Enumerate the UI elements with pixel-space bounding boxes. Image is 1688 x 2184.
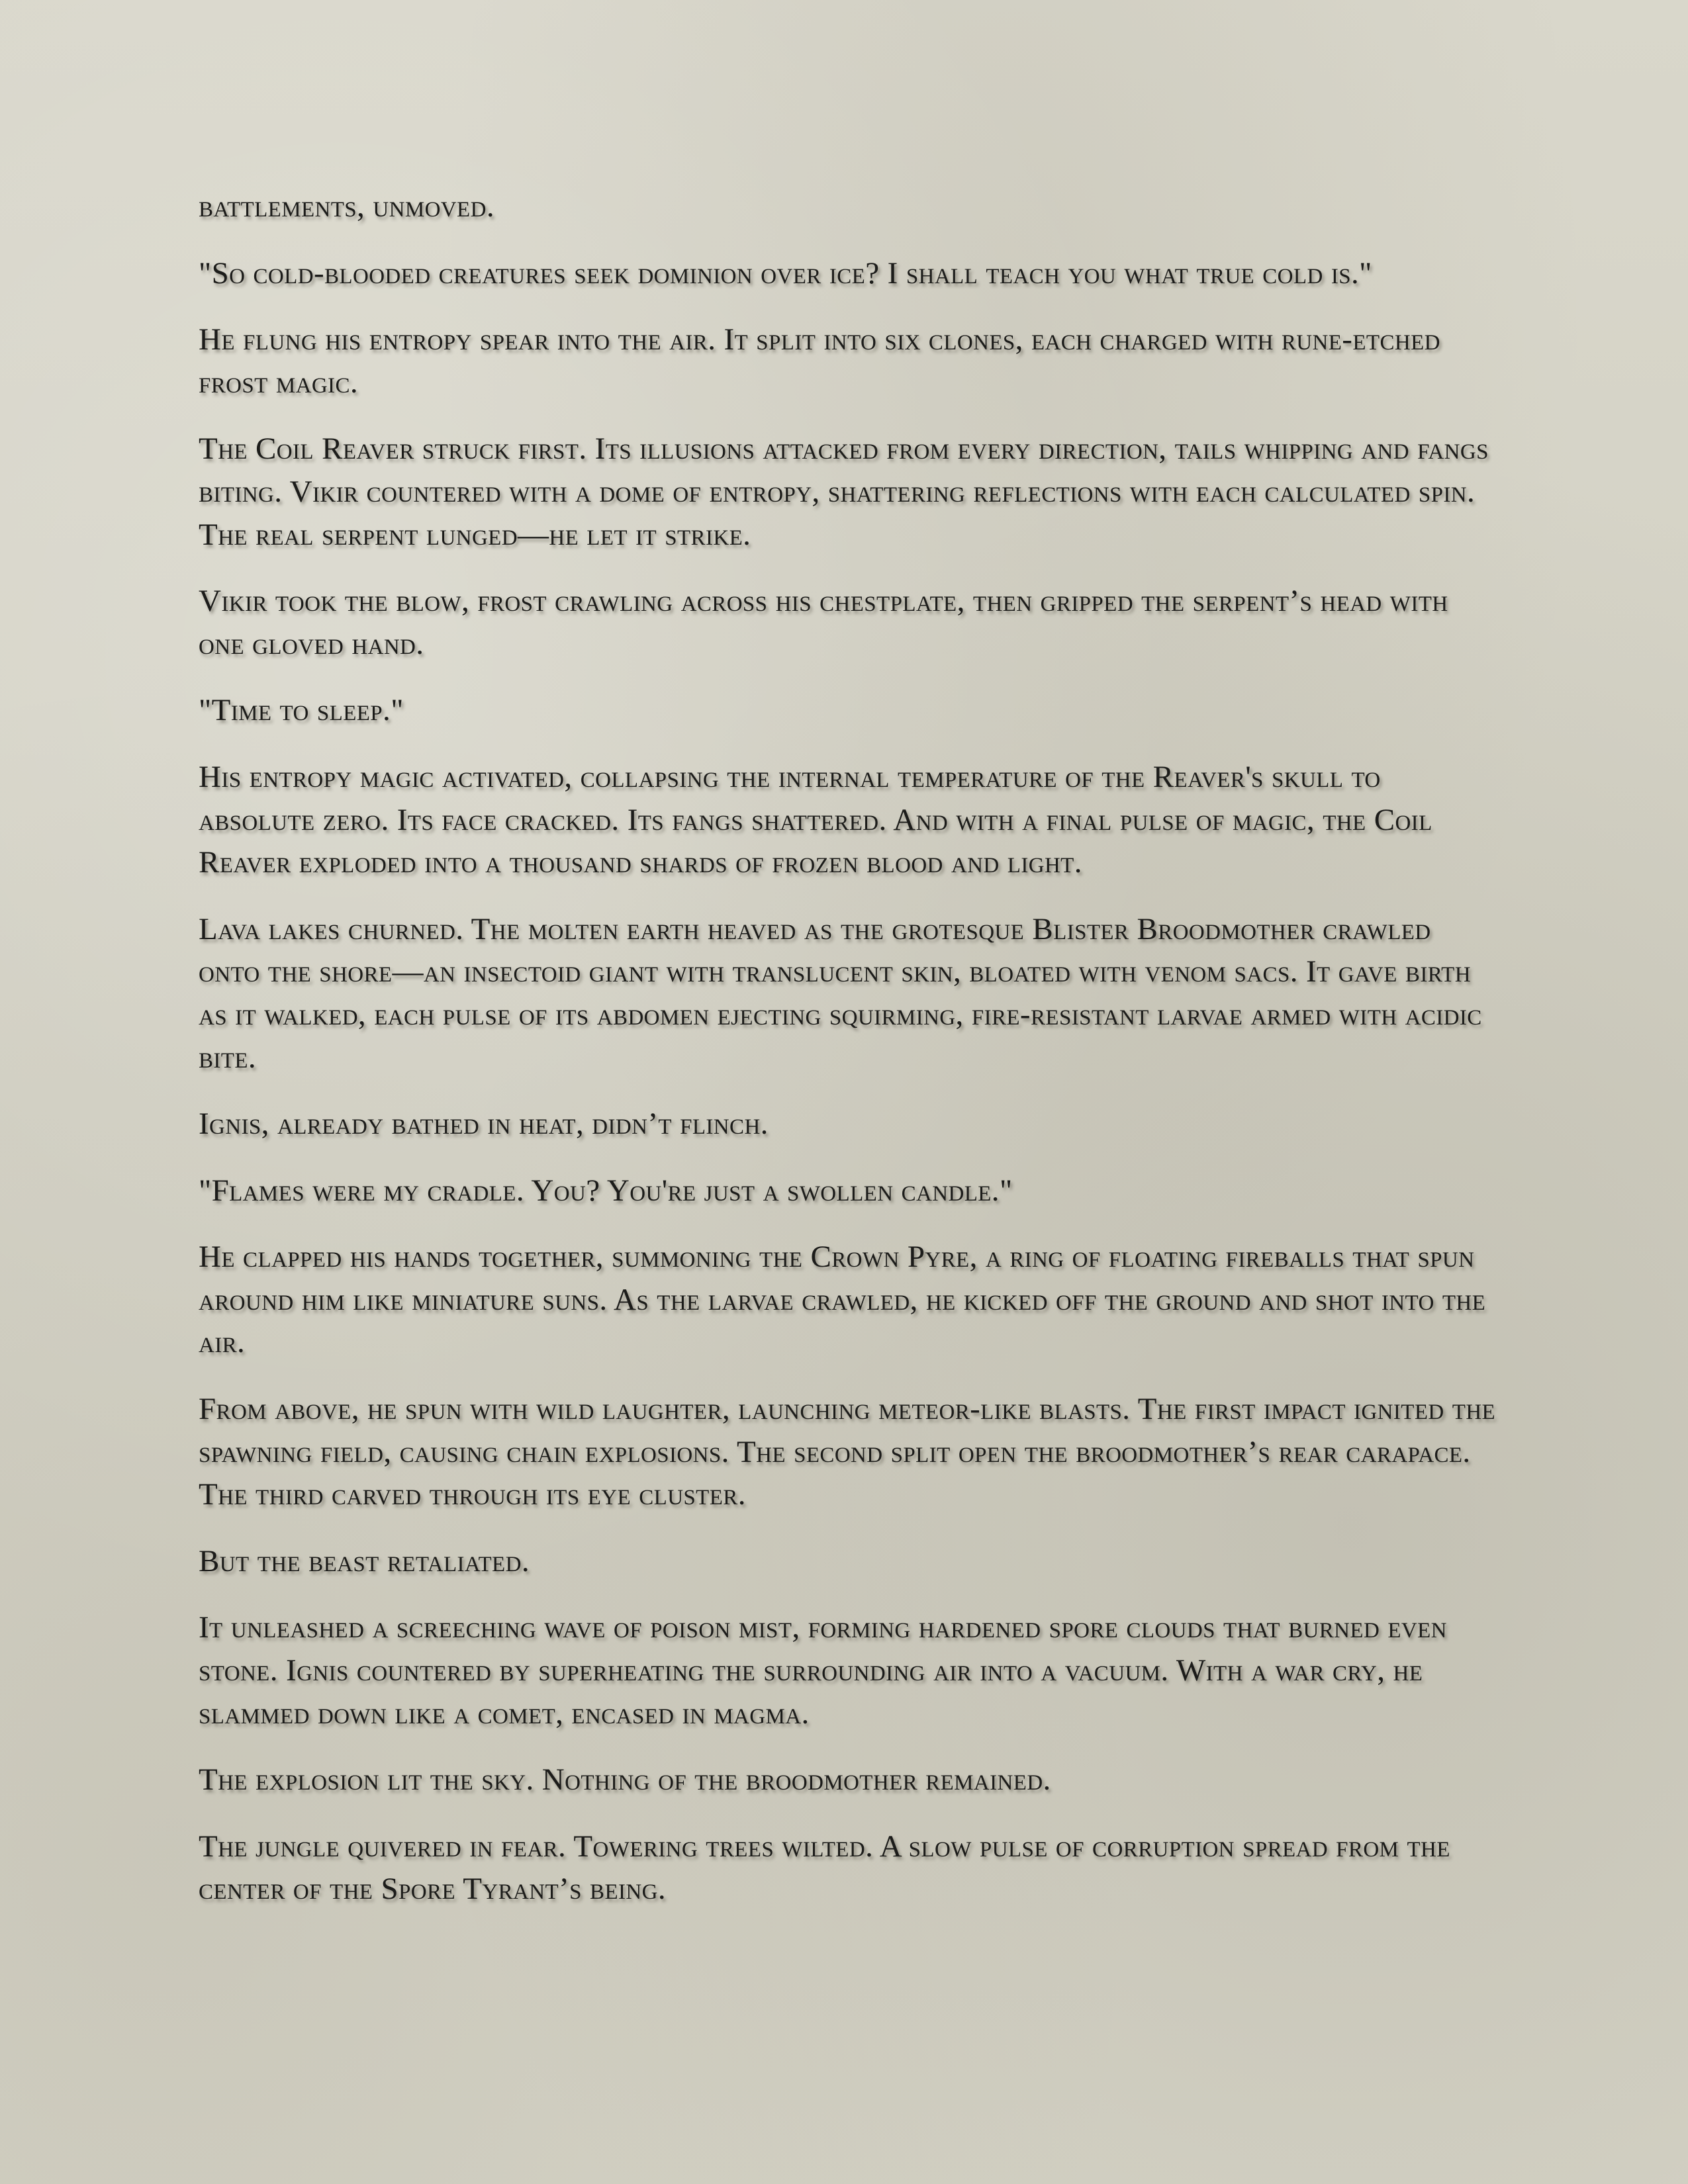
- document-page: [199, 185, 1496, 1934]
- paragraph: Ignis, already bathed in heat, didn’t flinch.: [199, 1107, 769, 1142]
- paragraph: "Flames were my cradle. You? You're just a swollen candle.": [199, 1173, 1013, 1208]
- paragraph: The Coil Reaver struck first. Its illusions attacked from every direction, tails whipping and fangs biting. Vikir countered with a dome of entropy, shattering reflections with each calculated spin. The real serpent lunged—he let it strike.: [199, 432, 1489, 552]
- paragraph: "Time to sleep.": [199, 693, 404, 728]
- paragraph: But the beast retaliated.: [199, 1543, 530, 1578]
- paragraph: Vikir took the blow, frost crawling across his chestplate, then gripped the serpent’s head with one gloved hand.: [199, 584, 1448, 661]
- paragraph: Lava lakes churned. The molten earth heaved as the grotesque Blister Broodmother crawled onto the shore—an insectoid giant with translucent skin, bloated with venom sacs. It gave birth as it walked, each pulse of its abdomen ejecting squirming, fire-resistant larvae armed with acidic bite.: [199, 911, 1482, 1075]
- paragraph: From above, he spun with wild laughter, launching meteor-like blasts. The first impact ignited the spawning field, causing chain explosions. The second split open the broodmother’s rear carapace. The third carved through its eye cluster.: [199, 1392, 1496, 1512]
- paragraph: The explosion lit the sky. Nothing of the broodmother remained.: [199, 1762, 1051, 1797]
- paragraph: battlements, unmoved.: [199, 189, 494, 224]
- paragraph: "So cold-blooded creatures seek dominion over ice? I shall teach you what true cold is.": [199, 255, 1372, 291]
- paragraph: The jungle quivered in fear. Towering trees wilted. A slow pulse of corruption spread from the center of the Spore Tyrant’s being.: [199, 1829, 1450, 1907]
- paragraph: His entropy magic activated, collapsing the internal temperature of the Reaver's skull to absolute zero. Its face cracked. Its fangs shattered. And with a final pulse of magic, the Coil Reaver exploded into a thousand shards of frozen blood and light.: [199, 759, 1432, 880]
- paragraph: He clapped his hands together, summoning the Crown Pyre, a ring of floating fireballs that spun around him like miniature suns. As the larvae crawled, he kicked off the ground and shot into the air.: [199, 1240, 1486, 1360]
- paragraph: It unleashed a screeching wave of poison mist, forming hardened spore clouds that burned even stone. Ignis countered by superheating the surrounding air into a vacuum. With a war cry, he slammed down like a comet, encased in magma.: [199, 1610, 1447, 1731]
- paragraph: He flung his entropy spear into the air. It split into six clones, each charged with rune-etched frost magic.: [199, 322, 1440, 400]
